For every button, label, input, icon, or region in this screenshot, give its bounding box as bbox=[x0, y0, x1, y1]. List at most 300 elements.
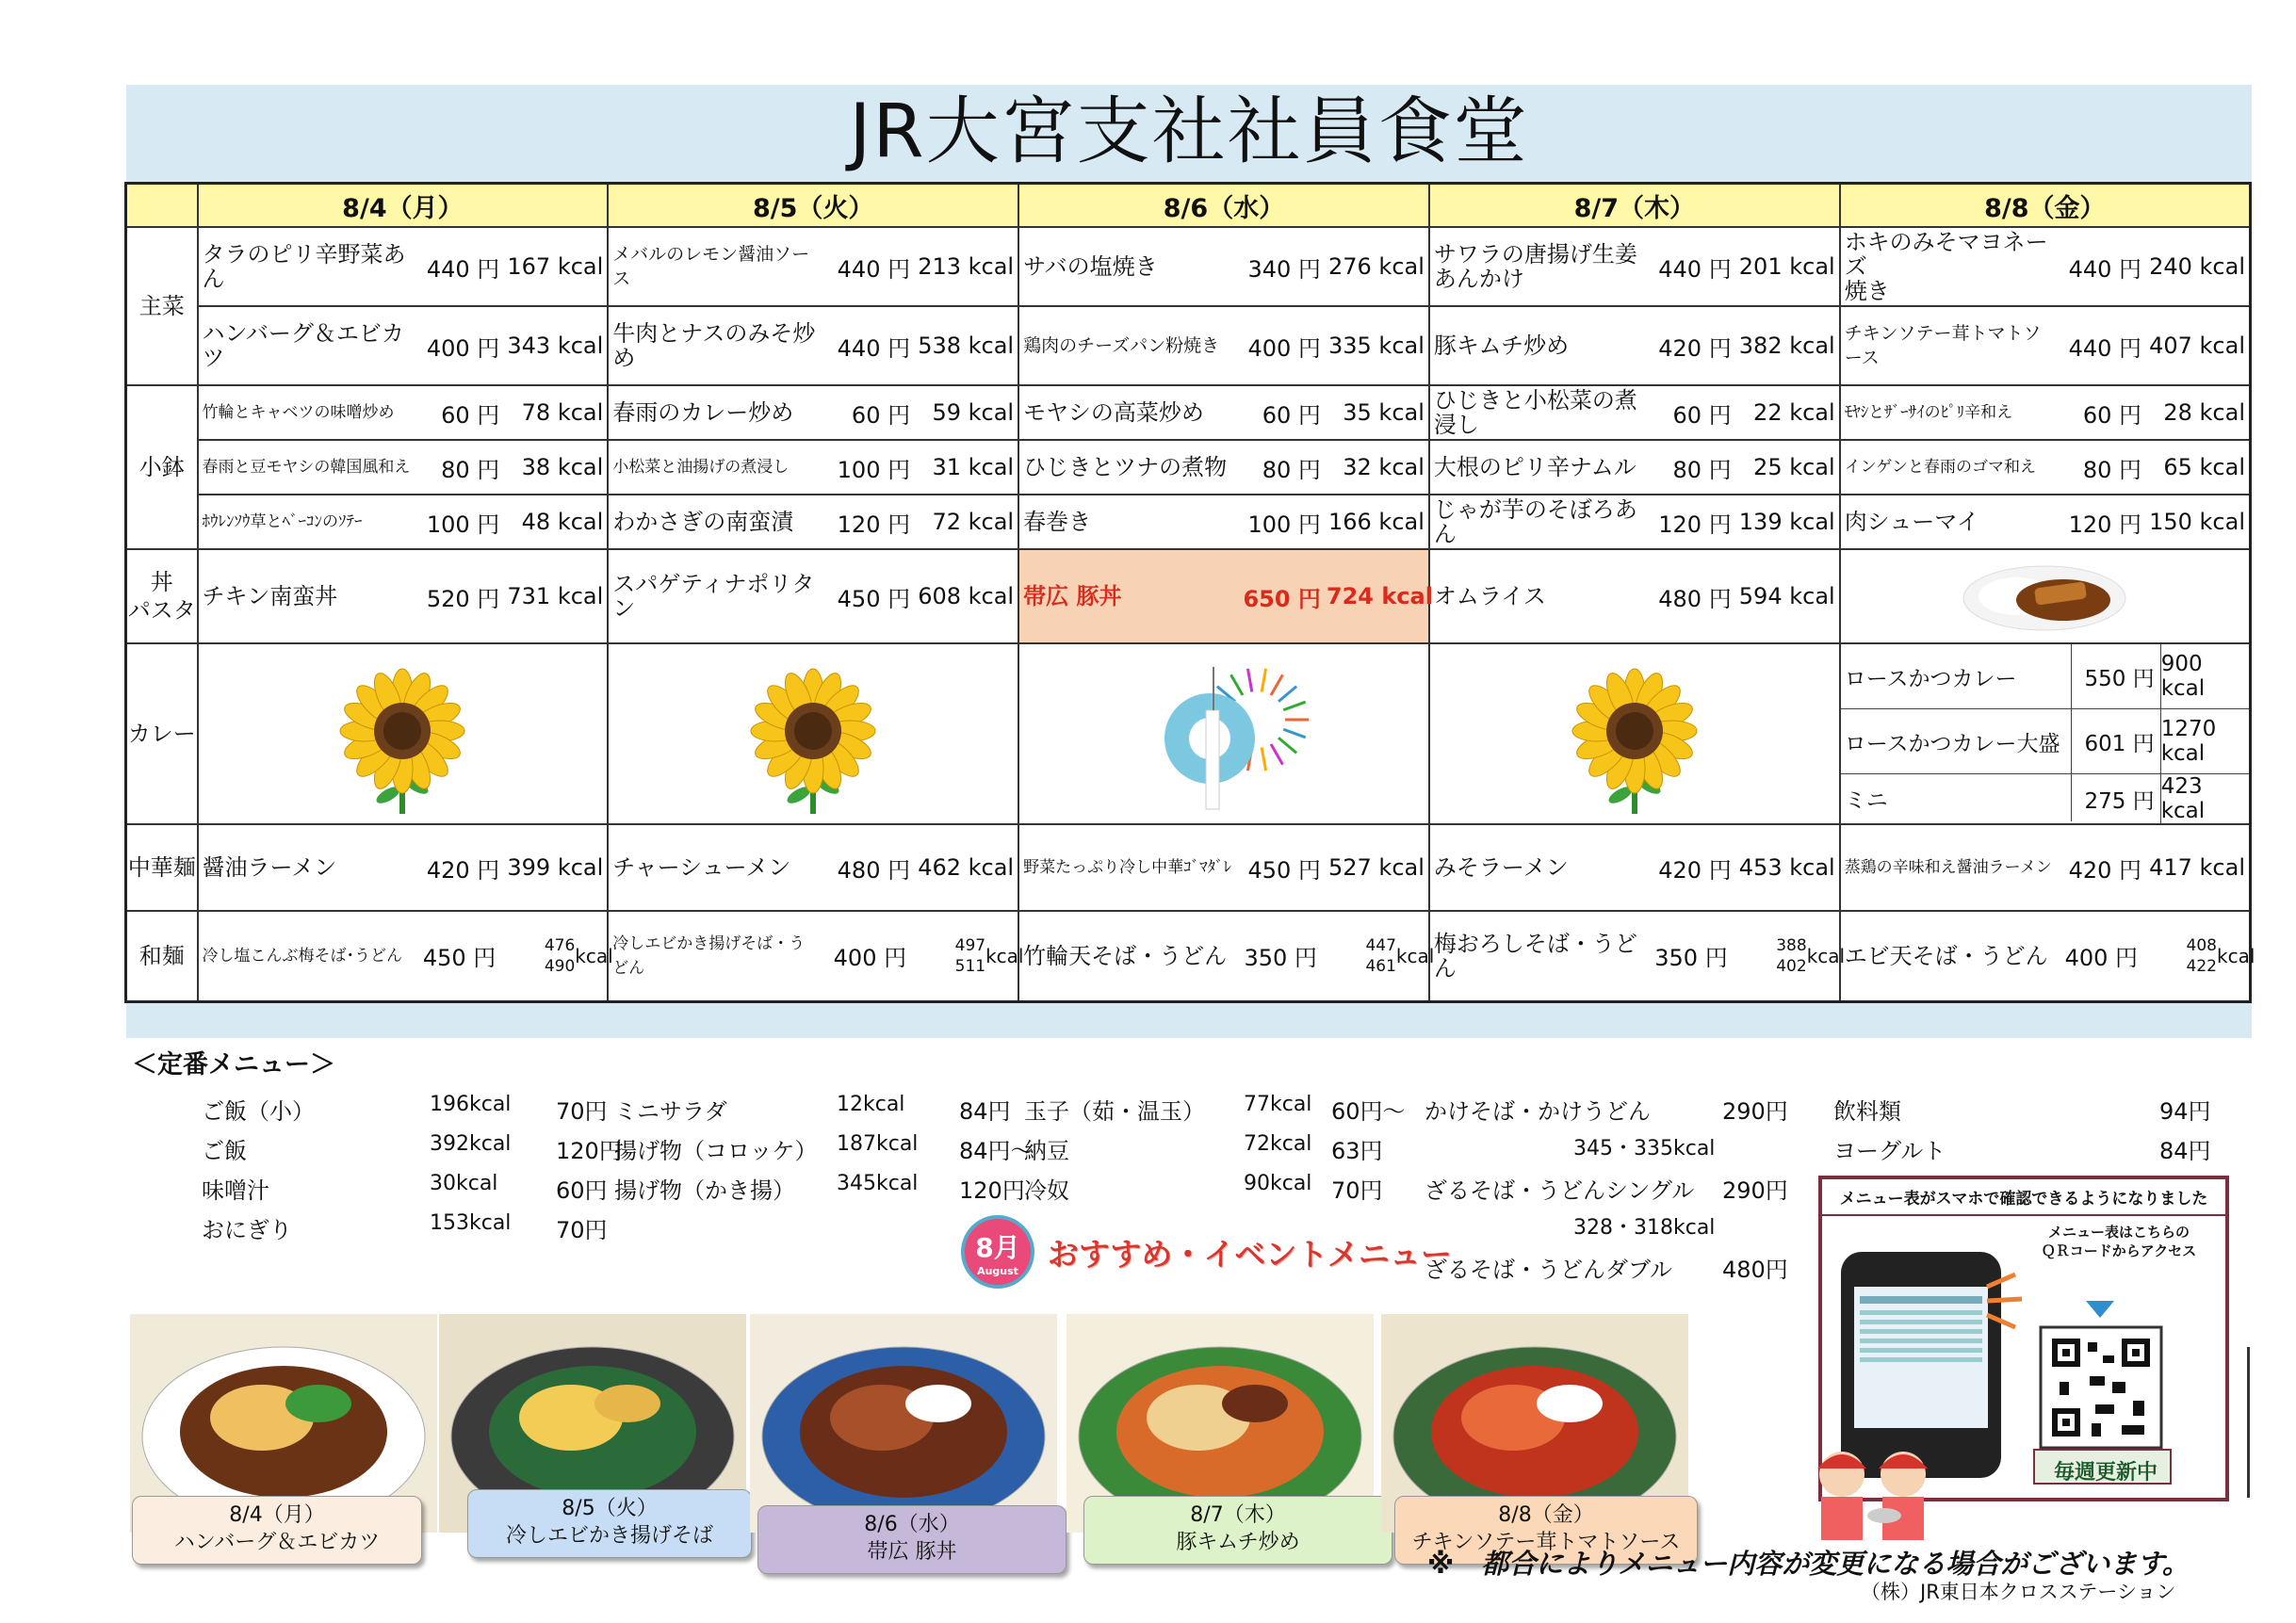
day-header-row bbox=[126, 184, 2251, 228]
menu-item bbox=[199, 228, 608, 305]
dish-label bbox=[757, 1505, 1067, 1574]
category-kobachi: 小鉢 bbox=[126, 385, 198, 549]
kcal-unit: kcal bbox=[575, 944, 613, 967]
curry-price: 275 円 bbox=[2072, 774, 2161, 823]
dish-name: 帯広 豚丼 bbox=[867, 1540, 957, 1564]
item-name: わかさぎの南蛮漬 bbox=[612, 509, 794, 535]
item-price: 60 円 bbox=[1262, 401, 1321, 429]
sunflower-cell bbox=[1429, 643, 1840, 824]
menu-cell bbox=[198, 495, 609, 549]
menu-cell bbox=[608, 495, 1018, 549]
dish-label bbox=[1083, 1496, 1392, 1565]
menu-item bbox=[1841, 307, 2249, 384]
menu-cell bbox=[198, 306, 609, 385]
menu-item bbox=[199, 912, 613, 1000]
item-name: モヤシの高菜炒め bbox=[1023, 399, 1204, 426]
item-name: 小松菜と油揚げの煮浸し bbox=[612, 458, 790, 477]
regular-item-price: 60円 bbox=[556, 1177, 608, 1204]
regular-item-kcal: 187kcal bbox=[837, 1132, 919, 1156]
menu-item bbox=[1841, 495, 2249, 548]
menu-item bbox=[1019, 550, 1433, 642]
item-price: 80 円 bbox=[2082, 456, 2141, 483]
item-name: サワラの唐揚げ生姜 あんかけ bbox=[1433, 241, 1637, 292]
regular-item-price: 60円～ bbox=[1331, 1098, 1406, 1125]
item-name: 蒸鶏の辛味和え醤油ラーメン bbox=[1844, 858, 2052, 877]
dish-label bbox=[467, 1489, 752, 1558]
menu-item bbox=[609, 825, 1018, 910]
item-name: チキンソテー茸トマトソース bbox=[1844, 323, 2042, 368]
item-name: 肉シューマイ bbox=[1844, 509, 1979, 535]
menu-cell bbox=[1840, 440, 2251, 495]
item-kcal: 48 kcal bbox=[521, 509, 604, 535]
item-kcal: 527 kcal bbox=[1327, 854, 1425, 881]
dish-date: 8/6（水） bbox=[864, 1513, 960, 1536]
menu-item bbox=[1019, 307, 1428, 384]
sunflower-icon bbox=[199, 644, 608, 823]
item-price: 440 円 bbox=[837, 334, 911, 362]
item-price: 650 円 bbox=[1243, 585, 1321, 612]
regular-item-name: 揚げ物（かき揚） bbox=[614, 1177, 795, 1204]
menu-cell bbox=[198, 549, 609, 643]
menu-item bbox=[1430, 825, 1839, 910]
regular-kake-name: かけそば・かけうどん bbox=[1425, 1098, 1651, 1125]
item-name: じゃが芋のそぼろあん bbox=[1433, 496, 1637, 547]
item-name: オムライス bbox=[1433, 583, 1546, 609]
menu-cell bbox=[1018, 440, 1429, 495]
menu-cell bbox=[1429, 549, 1840, 643]
menu-item bbox=[609, 307, 1018, 384]
menu-cell bbox=[608, 549, 1018, 643]
regular-kake-price: 290円 bbox=[1722, 1098, 1788, 1125]
dish-date: 8/8（金） bbox=[1498, 1503, 1594, 1527]
day-header: 8/4（月） bbox=[198, 184, 609, 228]
item-kcal: 476 490 bbox=[544, 935, 576, 976]
day-header: 8/7（木） bbox=[1429, 184, 1840, 228]
item-name: 帯広 豚丼 bbox=[1023, 583, 1122, 609]
dish-label bbox=[132, 1496, 422, 1565]
event-title: おすすめ・イベントメニュー bbox=[1048, 1235, 1452, 1273]
item-name: 醤油ラーメン bbox=[202, 854, 337, 881]
menu-cell bbox=[1840, 911, 2255, 1001]
regular-item-kcal: 392kcal bbox=[430, 1132, 512, 1156]
item-price: 440 円 bbox=[426, 255, 500, 283]
item-kcal: 447 461 bbox=[1365, 935, 1396, 976]
badge-month: 8月 bbox=[975, 1231, 1020, 1263]
regular-item-kcal: 77kcal bbox=[1244, 1093, 1312, 1116]
regular-item-price: 84円～ bbox=[959, 1138, 1034, 1164]
day-header: 8/6（水） bbox=[1018, 184, 1429, 228]
item-name: 春雨と豆モヤシの韓国風和え bbox=[202, 458, 411, 477]
item-price: 450 円 bbox=[837, 585, 911, 612]
menu-item bbox=[609, 386, 1018, 439]
chuka-row bbox=[126, 824, 2251, 911]
menu-item bbox=[1019, 228, 1428, 305]
don-row bbox=[126, 549, 2251, 643]
curry-name: ロースかつカレー bbox=[1841, 644, 2072, 709]
item-kcal: 276 kcal bbox=[1327, 253, 1425, 280]
main-row bbox=[126, 227, 2251, 306]
curry-kcal: 1270 kcal bbox=[2161, 709, 2249, 774]
kobachi-row bbox=[126, 440, 2251, 495]
menu-cell bbox=[1429, 911, 1846, 1001]
page-title: JR大宮支社社員食堂 bbox=[849, 89, 1529, 174]
menu-item bbox=[199, 825, 608, 910]
item-name: ひじきとツナの煮物 bbox=[1023, 454, 1228, 480]
item-price: 450 円 bbox=[422, 945, 497, 972]
menu-cell bbox=[1840, 227, 2251, 306]
menu-item bbox=[199, 550, 608, 642]
regular-item-name: ご飯 bbox=[202, 1138, 247, 1164]
regular-item-kcal: 153kcal bbox=[430, 1211, 512, 1235]
item-kcal: 72 kcal bbox=[932, 509, 1015, 535]
regular-zaru-single-kcal: 328・318kcal bbox=[1573, 1216, 1716, 1240]
badge-sub: August bbox=[977, 1264, 1018, 1277]
item-price: 60 円 bbox=[851, 401, 911, 429]
menu-cell bbox=[1429, 495, 1840, 549]
item-name: 冷しエビかき揚げそば・うどん bbox=[612, 933, 806, 978]
item-name: みそラーメン bbox=[1433, 854, 1569, 881]
regular-item-price: 120円 bbox=[556, 1138, 622, 1164]
kcal-unit: kcal bbox=[1395, 944, 1435, 967]
august-badge-icon bbox=[961, 1215, 1034, 1289]
regular-kake-kcal: 345・335kcal bbox=[1573, 1137, 1716, 1160]
item-name: 春巻き bbox=[1023, 509, 1092, 535]
item-name: 牛肉とナスのみそ炒め bbox=[612, 320, 816, 371]
item-kcal: 65 kcal bbox=[2163, 454, 2245, 480]
menu-cell bbox=[608, 306, 1018, 385]
cooks-illustration bbox=[1795, 1436, 1974, 1550]
item-kcal: 538 kcal bbox=[918, 333, 1015, 359]
item-name: エビ天そば・うどん bbox=[1844, 942, 2048, 969]
menu-cell bbox=[1840, 306, 2251, 385]
menu-cell bbox=[1429, 385, 1840, 440]
category-don: 丼 パスタ bbox=[126, 549, 198, 643]
item-price: 60 円 bbox=[2082, 401, 2141, 429]
regular-zaru-single-price: 290円 bbox=[1722, 1177, 1788, 1204]
item-kcal: 408 422 bbox=[2186, 935, 2217, 976]
item-name: 春雨のカレー炒め bbox=[612, 399, 794, 426]
item-price: 420 円 bbox=[2068, 856, 2141, 884]
kobachi-row bbox=[126, 495, 2251, 549]
item-price: 400 円 bbox=[2064, 945, 2138, 972]
regular-item-name: 味噌汁 bbox=[202, 1177, 269, 1204]
menu-cell bbox=[1018, 824, 1429, 911]
item-kcal: 78 kcal bbox=[521, 399, 604, 426]
curry-kcal: 423 kcal bbox=[2160, 774, 2206, 823]
curry-row bbox=[126, 643, 2251, 824]
dish-date: 8/7（木） bbox=[1190, 1503, 1286, 1527]
item-kcal: 399 kcal bbox=[507, 854, 604, 881]
item-kcal: 31 kcal bbox=[932, 454, 1015, 480]
firework-cell bbox=[1018, 643, 1429, 824]
menu-cell bbox=[1429, 306, 1840, 385]
event-menu-heading bbox=[961, 1215, 1452, 1289]
change-notice: ※ 都合によりメニュー内容が変更になる場合がございます。 bbox=[1427, 1548, 2190, 1580]
curry-name: ロースかつカレー大盛 bbox=[1841, 709, 2072, 774]
item-kcal: 167 kcal bbox=[507, 253, 604, 280]
menu-item bbox=[1430, 307, 1839, 384]
item-name: 竹輪天そば・うどん bbox=[1023, 942, 1228, 969]
item-kcal: 166 kcal bbox=[1327, 509, 1425, 535]
regular-item-kcal: 90kcal bbox=[1244, 1172, 1312, 1195]
menu-cell bbox=[1018, 549, 1433, 643]
menu-item bbox=[1430, 550, 1839, 642]
curry-price: 550 円 bbox=[2072, 644, 2161, 709]
item-price: 60 円 bbox=[441, 401, 500, 429]
item-name: 梅おろしそば・うどん bbox=[1433, 930, 1637, 982]
item-name: 野菜たっぷり冷し中華ｺﾞﾏﾀﾞﾚ bbox=[1023, 858, 1232, 877]
regular-item-price: 120円 bbox=[959, 1177, 1025, 1204]
menu-item bbox=[1841, 441, 2249, 494]
item-name: ﾎｳﾚﾝｿｳ草とﾍﾞｰｺﾝのｿﾃｰ bbox=[202, 512, 363, 531]
edge-rule bbox=[2247, 1347, 2250, 1498]
item-kcal: 28 kcal bbox=[2163, 399, 2245, 426]
item-name: 鶏肉のチーズパン粉焼き bbox=[1023, 335, 1220, 356]
main-row bbox=[126, 306, 2251, 385]
regular-item-kcal: 12kcal bbox=[837, 1093, 905, 1116]
menu-item bbox=[1841, 228, 2249, 305]
item-price: 440 円 bbox=[1658, 255, 1732, 283]
regular-item-kcal: 345kcal bbox=[837, 1172, 919, 1195]
item-price: 400 円 bbox=[426, 334, 500, 362]
item-name: インゲンと春雨のゴマ和え bbox=[1844, 458, 2037, 477]
item-name: タラのピリ辛野菜あん bbox=[202, 241, 406, 292]
regular-item-name: 揚げ物（コロッケ） bbox=[614, 1138, 818, 1164]
item-kcal: 139 kcal bbox=[1738, 509, 1835, 535]
qr-header: メニュー表がスマホで確認できるようになりました bbox=[1822, 1179, 2225, 1216]
kobachi-row bbox=[126, 385, 2251, 440]
item-kcal: 382 kcal bbox=[1738, 333, 1835, 359]
regular-item-price: 70円 bbox=[556, 1098, 608, 1125]
menu-cell bbox=[1018, 911, 1435, 1001]
regular-item-price: 94円 bbox=[2159, 1098, 2211, 1125]
item-name: スパゲティナポリタン bbox=[612, 571, 815, 622]
menu-item bbox=[609, 441, 1018, 494]
curry-plate-cell bbox=[1840, 549, 2251, 643]
menu-item bbox=[609, 550, 1018, 642]
company-name: （株）JR東日本クロスステーション bbox=[1861, 1581, 2176, 1603]
menu-cell bbox=[198, 824, 609, 911]
item-price: 120 円 bbox=[837, 511, 911, 538]
menu-item bbox=[1841, 825, 2249, 910]
regular-item-kcal: 72kcal bbox=[1244, 1132, 1312, 1156]
item-kcal: 150 kcal bbox=[2149, 509, 2245, 535]
dish-name: ハンバーグ＆エビカツ bbox=[173, 1531, 381, 1554]
dish-name: 豚キムチ炒め bbox=[1176, 1531, 1300, 1554]
menu-item bbox=[1019, 441, 1428, 494]
menu-cell bbox=[608, 824, 1018, 911]
regular-item-name: ミニサラダ bbox=[614, 1098, 727, 1125]
regular-item-name: 飲料類 bbox=[1833, 1098, 1901, 1125]
item-price: 350 円 bbox=[1244, 945, 1317, 972]
menu-cell bbox=[1018, 385, 1429, 440]
curry-list bbox=[1841, 644, 2249, 823]
item-price: 60 円 bbox=[1672, 401, 1732, 429]
item-kcal: 462 kcal bbox=[918, 854, 1015, 881]
regular-item-name: 玉子（茹・温玉） bbox=[1024, 1098, 1205, 1125]
day-header: 8/5（火） bbox=[608, 184, 1018, 228]
item-price: 100 円 bbox=[837, 456, 911, 483]
menu-item bbox=[199, 307, 608, 384]
dish-name: チキンソテー茸トマトソース bbox=[1411, 1531, 1681, 1554]
menu-cell bbox=[1429, 440, 1840, 495]
category-wamen: 和麺 bbox=[126, 911, 198, 1001]
kcal-unit: kcal bbox=[2217, 944, 2255, 967]
menu-item bbox=[1019, 912, 1435, 1000]
item-name: 大根のピリ辛ナムル bbox=[1433, 454, 1637, 480]
curry-name: ミニ bbox=[1841, 774, 2072, 821]
item-price: 480 円 bbox=[1658, 585, 1732, 612]
menu-item bbox=[199, 441, 608, 494]
regular-item-name: 冷奴 bbox=[1024, 1177, 1069, 1204]
item-price: 80 円 bbox=[1262, 456, 1321, 483]
sunflower-icon bbox=[609, 644, 1018, 823]
item-price: 100 円 bbox=[426, 511, 500, 538]
curry-kcal: 900 kcal bbox=[2161, 644, 2249, 709]
item-name: 豚キムチ炒め bbox=[1433, 333, 1570, 359]
item-name: ひじきと小松菜の煮浸し bbox=[1433, 387, 1637, 438]
item-price: 480 円 bbox=[837, 856, 911, 884]
item-kcal: 388 402 bbox=[1776, 935, 1807, 976]
menu-cell bbox=[198, 385, 609, 440]
category-curry: カレー bbox=[126, 643, 198, 824]
item-price: 440 円 bbox=[2068, 334, 2141, 362]
kcal-unit: kcal bbox=[985, 944, 1024, 967]
corner-cell bbox=[126, 184, 198, 228]
item-price: 420 円 bbox=[1658, 856, 1732, 884]
item-kcal: 35 kcal bbox=[1343, 399, 1425, 426]
item-kcal: 497 511 bbox=[954, 935, 986, 976]
regular-item-price: 84円 bbox=[2159, 1138, 2211, 1164]
item-price: 350 円 bbox=[1654, 945, 1728, 972]
menu-cell bbox=[608, 911, 1024, 1001]
regular-item-price: 70円 bbox=[556, 1217, 608, 1243]
regular-zaru-double-price: 480円 bbox=[1722, 1257, 1788, 1283]
firework-icon bbox=[1019, 644, 1428, 823]
item-name: ハンバーグ＆エビカツ bbox=[202, 320, 404, 371]
day-header: 8/8（金） bbox=[1840, 184, 2251, 228]
menu-cell bbox=[1018, 306, 1429, 385]
regular-item-name: ヨーグルト bbox=[1833, 1138, 1946, 1164]
menu-item bbox=[609, 228, 1018, 305]
item-price: 400 円 bbox=[1247, 334, 1321, 362]
menu-cell bbox=[608, 440, 1018, 495]
regular-item-kcal: 196kcal bbox=[430, 1093, 512, 1116]
item-kcal: 608 kcal bbox=[918, 583, 1015, 609]
item-price: 420 円 bbox=[426, 856, 500, 884]
sunflower-icon bbox=[1430, 644, 1839, 823]
sunflower-cell bbox=[608, 643, 1018, 824]
category-main: 主菜 bbox=[126, 227, 198, 385]
item-price: 440 円 bbox=[837, 255, 911, 283]
menu-cell bbox=[1840, 824, 2251, 911]
item-name: チキン南蛮丼 bbox=[202, 583, 338, 609]
item-name: チャーシューメン bbox=[612, 854, 791, 881]
item-name: 竹輪とキャベツの味噌炒め bbox=[202, 403, 395, 422]
item-price: 450 円 bbox=[1247, 856, 1321, 884]
kcal-unit: kcal bbox=[1806, 944, 1846, 967]
menu-item bbox=[199, 386, 608, 439]
menu-cell bbox=[1840, 385, 2251, 440]
category-chuka: 中華麺 bbox=[126, 824, 198, 911]
menu-cell bbox=[1429, 824, 1840, 911]
menu-cell bbox=[198, 911, 613, 1001]
dish-date: 8/4（月） bbox=[229, 1503, 325, 1527]
item-kcal: 417 kcal bbox=[2149, 854, 2245, 881]
item-name: ﾓﾔｼとｻﾞｰｻｲのﾋﾟﾘ辛和え bbox=[1844, 403, 2013, 422]
regular-zaru-double-name: ざるそば・うどんダブル bbox=[1425, 1257, 1673, 1283]
item-price: 120 円 bbox=[2068, 511, 2141, 538]
regular-item-kcal: 30kcal bbox=[430, 1172, 498, 1195]
item-kcal: 25 kcal bbox=[1753, 454, 1835, 480]
item-price: 420 円 bbox=[1658, 334, 1732, 362]
menu-cell bbox=[198, 440, 609, 495]
menu-item bbox=[1841, 912, 2255, 1000]
dish-date: 8/5（火） bbox=[562, 1497, 658, 1520]
menu-item bbox=[1019, 386, 1428, 439]
item-price: 440 円 bbox=[2068, 255, 2141, 283]
menu-cell bbox=[608, 385, 1018, 440]
menu-item bbox=[1430, 495, 1839, 548]
menu-item bbox=[1019, 495, 1428, 548]
menu-item bbox=[199, 495, 608, 548]
item-kcal: 343 kcal bbox=[507, 333, 604, 359]
curry-plate-icon bbox=[1841, 550, 2249, 642]
curry-cell bbox=[1840, 643, 2251, 824]
curry-price: 601 円 bbox=[2072, 709, 2161, 774]
regular-item-price: 70円 bbox=[1331, 1177, 1383, 1204]
wamen-row bbox=[126, 911, 2251, 1001]
regular-item-name: おにぎり bbox=[202, 1217, 292, 1243]
menu-item bbox=[1841, 386, 2249, 439]
menu-cell bbox=[198, 227, 609, 306]
item-price: 120 円 bbox=[1658, 511, 1732, 538]
item-name: 冷し塩こんぶ梅そば･うどん bbox=[202, 946, 402, 966]
menu-item bbox=[1430, 386, 1839, 439]
menu-cell bbox=[1840, 495, 2251, 549]
menu-item bbox=[1430, 228, 1839, 305]
dish-photo bbox=[750, 1314, 1057, 1533]
item-kcal: 32 kcal bbox=[1343, 454, 1425, 480]
item-kcal: 22 kcal bbox=[1753, 399, 1835, 426]
item-kcal: 594 kcal bbox=[1738, 583, 1835, 609]
weekly-update-label: 毎週更新中 bbox=[2053, 1461, 2158, 1485]
item-name: メバルのレモン醤油ソース bbox=[612, 244, 810, 289]
item-kcal: 59 kcal bbox=[932, 399, 1015, 426]
item-price: 80 円 bbox=[441, 456, 500, 483]
regular-item-price: 63円 bbox=[1331, 1138, 1383, 1164]
weekly-menu-table bbox=[124, 182, 2255, 1003]
menu-cell bbox=[1018, 495, 1429, 549]
regular-item-price: 84円 bbox=[959, 1098, 1011, 1125]
item-name: ホキのみそマヨネーズ 焼き bbox=[1844, 229, 2048, 304]
menu-cell bbox=[608, 227, 1018, 306]
menu-item bbox=[1430, 912, 1846, 1000]
item-kcal: 335 kcal bbox=[1327, 333, 1425, 359]
item-price: 520 円 bbox=[426, 585, 500, 612]
sunflower-cell bbox=[198, 643, 609, 824]
menu-cell bbox=[1429, 227, 1840, 306]
menu-item bbox=[609, 495, 1018, 548]
item-price: 400 円 bbox=[833, 945, 907, 972]
menu-item bbox=[609, 912, 1024, 1000]
item-kcal: 201 kcal bbox=[1738, 253, 1835, 280]
menu-item bbox=[1430, 441, 1839, 494]
item-kcal: 731 kcal bbox=[507, 583, 604, 609]
item-price: 80 円 bbox=[1672, 456, 1732, 483]
item-kcal: 240 kcal bbox=[2149, 253, 2245, 280]
regular-menu-title: ＜定番メニュー＞ bbox=[132, 1050, 335, 1079]
